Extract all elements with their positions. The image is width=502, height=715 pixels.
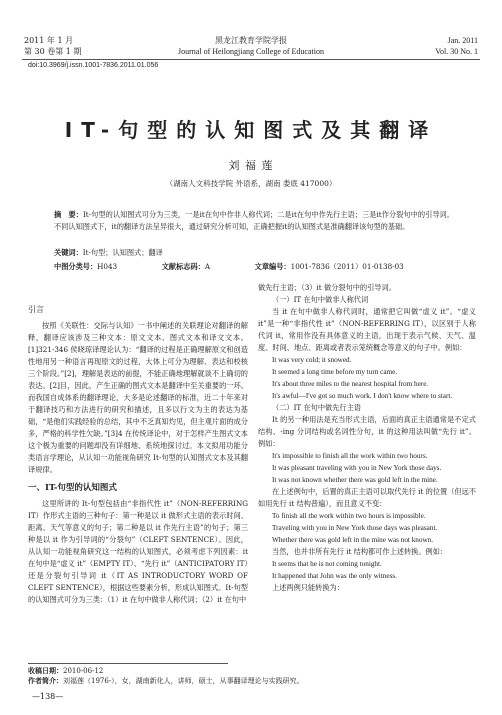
example-10: Whether there was gold left in the mine was not known.: [272, 536, 434, 544]
author: 刘 福 莲: [228, 159, 274, 172]
right-paragraph-4: 在上述例句中，后置的真正主语可以取代先行 it 的位置（但远不如用先行 it 结构普遍），而且意义不变：: [258, 487, 476, 508]
article-id-label: 文章编号：: [254, 262, 291, 271]
received-value: 2010-06-12: [63, 667, 104, 675]
example-11: It seems that he is not coming tonight.: [272, 560, 382, 568]
header-journal-cn: 黑龙江教育学院学报: [215, 36, 287, 45]
example-1: It was very cold; it snowed.: [272, 356, 352, 364]
example-4: It's awful—I've got so much work. I don't know where to start.: [272, 392, 453, 400]
example-3: It's about three miles to the nearest hospital from here.: [272, 380, 429, 388]
right-paragraph-2: 当 it 在句中做非人称代词时，通常把它叫做“虚义 it”。“虚义 it”是一种“非指代性 it”（NON-REFERRING IT），以区别于人称代词 it，常用作没有具体意义的主语，出现于表示气候、天气、温度、时间、地点、距离或者表示笼统概念等意义的句子中。例如：: [258, 307, 476, 352]
abstract: [54, 209, 454, 233]
example-8: To finish all the work within two hours is impossible.: [272, 512, 426, 520]
article-title: IT-句型的认知图式及其翻译: [64, 118, 438, 142]
intro-heading: 引言: [28, 305, 44, 314]
keywords-text: It-句型；认知图式；翻译: [82, 248, 163, 257]
intro-paragraph: 按照《关联性：交际与认知》一书中阐述的关联理论对翻译的解释，翻译应该涉及三种文本：原文文本、图式文本和译文文本。[1]321-346 侯晓琼译理论认为：“翻译的过程是正确理解原文和创造性地用另一种语言再现原文的过程，大体上可分为理解、表达和校核三个阶段。”[2]，理解是表达的前提，不能正确地理解就谈不上确切的表达。[2]目，因此，产生正确的图式文本是翻译中至关重要的一环。而我国自成体系的翻译理论，大多是论述翻译的标准，近二十年来对于翻译技巧和方法进行的研究和描述，且多以行文为主的表达为基础，“是他们实践经验的总结，其中不乏真知灼见，但主观片面的成分多，严格的科学性欠缺。”[3]4 在传统译论中，对于怎样产生图式文本这个极为重要的问题却没有详细地、系统地探讨过。本文拟用功能分类语言学理论，从认知一功能视角研究 It-句型的认知图式文本及其翻译规律。: [28, 321, 248, 474]
received-date: [28, 666, 478, 676]
clc-label: 中图分类号：: [54, 262, 98, 271]
example-7: It was not known whether there was gold left in the mine.: [272, 476, 438, 484]
header-date-en: Jan. 2011: [447, 36, 478, 45]
header-volume-en: Vol. 30 No. 1: [435, 47, 478, 56]
abstract-text: It-句型的认知图式可分为三类，一是it在句中作非人称代词；二是it在句中作先行主语；三是it作分裂句中的引导词。不同认知图式下，it的翻译方法呈异很大，通过研究分析可知，正确把握it的认知图式是准确翻译该句型的基础。: [54, 210, 454, 231]
abstract-label: 摘 要：: [54, 210, 83, 219]
page-number: —138—: [32, 692, 64, 701]
section1-paragraph: 这里所讲的 It-句型包括由“非指代性 it”（NON-REFERRING IT）作形式主语的三种句子：第一种是以 it 做形式主语的表示时间、距离、天气等意义的句子；第二种是以 it 作先行主语”的句子；第三种是以 it 作为引导词的“分裂句”（CLEFT SENTENCE）。因此，从认知一功能视角研究这一结构的认知图式，必须考虑下列因素：it 在句中是“虚义 it”（EMPTY IT）、“先行 it”（ANTICIPATORY IT）还是分裂句引导词 it（IT AS INTRODUCTORY WORD OF CLEFT SENTENCE），根据这些要素分析，形成认知图式。It-句型的认知图式可分为三类：（1）it 在句中做非人称代词；（2）it 在句中: [28, 499, 248, 604]
left-column: [28, 290, 248, 606]
right-paragraph-1: 做先行主语；（3）it 做分裂句中的引导词。: [258, 283, 396, 292]
right-column: [258, 282, 476, 594]
section1-heading: 一、IT-句型的认知图式: [28, 483, 117, 493]
example-5: It's impossible to finish all the work within two hours.: [272, 452, 428, 460]
keywords: [54, 248, 163, 258]
keywords-label: 关键词：: [54, 248, 83, 257]
affiliation: （湖南人文科技学院 外语系，湖南 娄底 417000）: [165, 179, 337, 188]
classification: [54, 262, 454, 272]
header-rule: [22, 59, 480, 60]
right-paragraph-6: 上述两例只能转换为：: [272, 583, 344, 592]
author-info: [28, 676, 478, 686]
header-journal-en: Journal of Heilongjiang College of Education: [178, 47, 324, 56]
right-paragraph-5: 当然，也并非所有先行 it 结构都可作上述转换。例如：: [272, 547, 448, 556]
right-paragraph-3: It 的另一种用法是充当形式主语，后面的真正主语通常是不定式结构、-ing 分词结构或名词性分句，it 的这种用法叫做“先行 it”。例如：: [258, 415, 476, 448]
doi: doi:10.3969/j.issn.1001-7836.2011.01.056: [28, 62, 159, 69]
example-12: It happened that John was the only witness.: [272, 572, 397, 580]
author-info-label: 作者简介：: [28, 676, 63, 685]
header-volume: 第 30 卷第 1 期: [24, 47, 82, 56]
doc-code-value: A: [204, 262, 211, 271]
example-6: It was pleasant traveling with you in New York those days.: [272, 464, 442, 472]
example-2: It seemed a long time before my turn came.: [272, 368, 398, 376]
subheading-2: （二）IT 在句中做先行主语: [272, 403, 361, 412]
doc-code-label: 文献标志码：: [161, 262, 205, 271]
header-issue-date: 2011 年 1 月: [24, 36, 74, 45]
author-info-value: 刘福莲（1976-），女，湖南新化人，讲师，硕士，从事翻译理论与实践研究。: [63, 677, 304, 685]
received-label: 收稿日期：: [28, 666, 63, 675]
example-9: Traveling with you in New York those days was pleasant.: [272, 524, 438, 532]
footnote-rule: [28, 663, 228, 664]
footnote: [28, 666, 478, 686]
subheading-1: （一）IT 在句中做非人称代词: [272, 295, 369, 304]
article-id-value: 1001-7836（2011）01-0138-03: [290, 262, 404, 271]
clc-value: H043: [97, 262, 118, 271]
